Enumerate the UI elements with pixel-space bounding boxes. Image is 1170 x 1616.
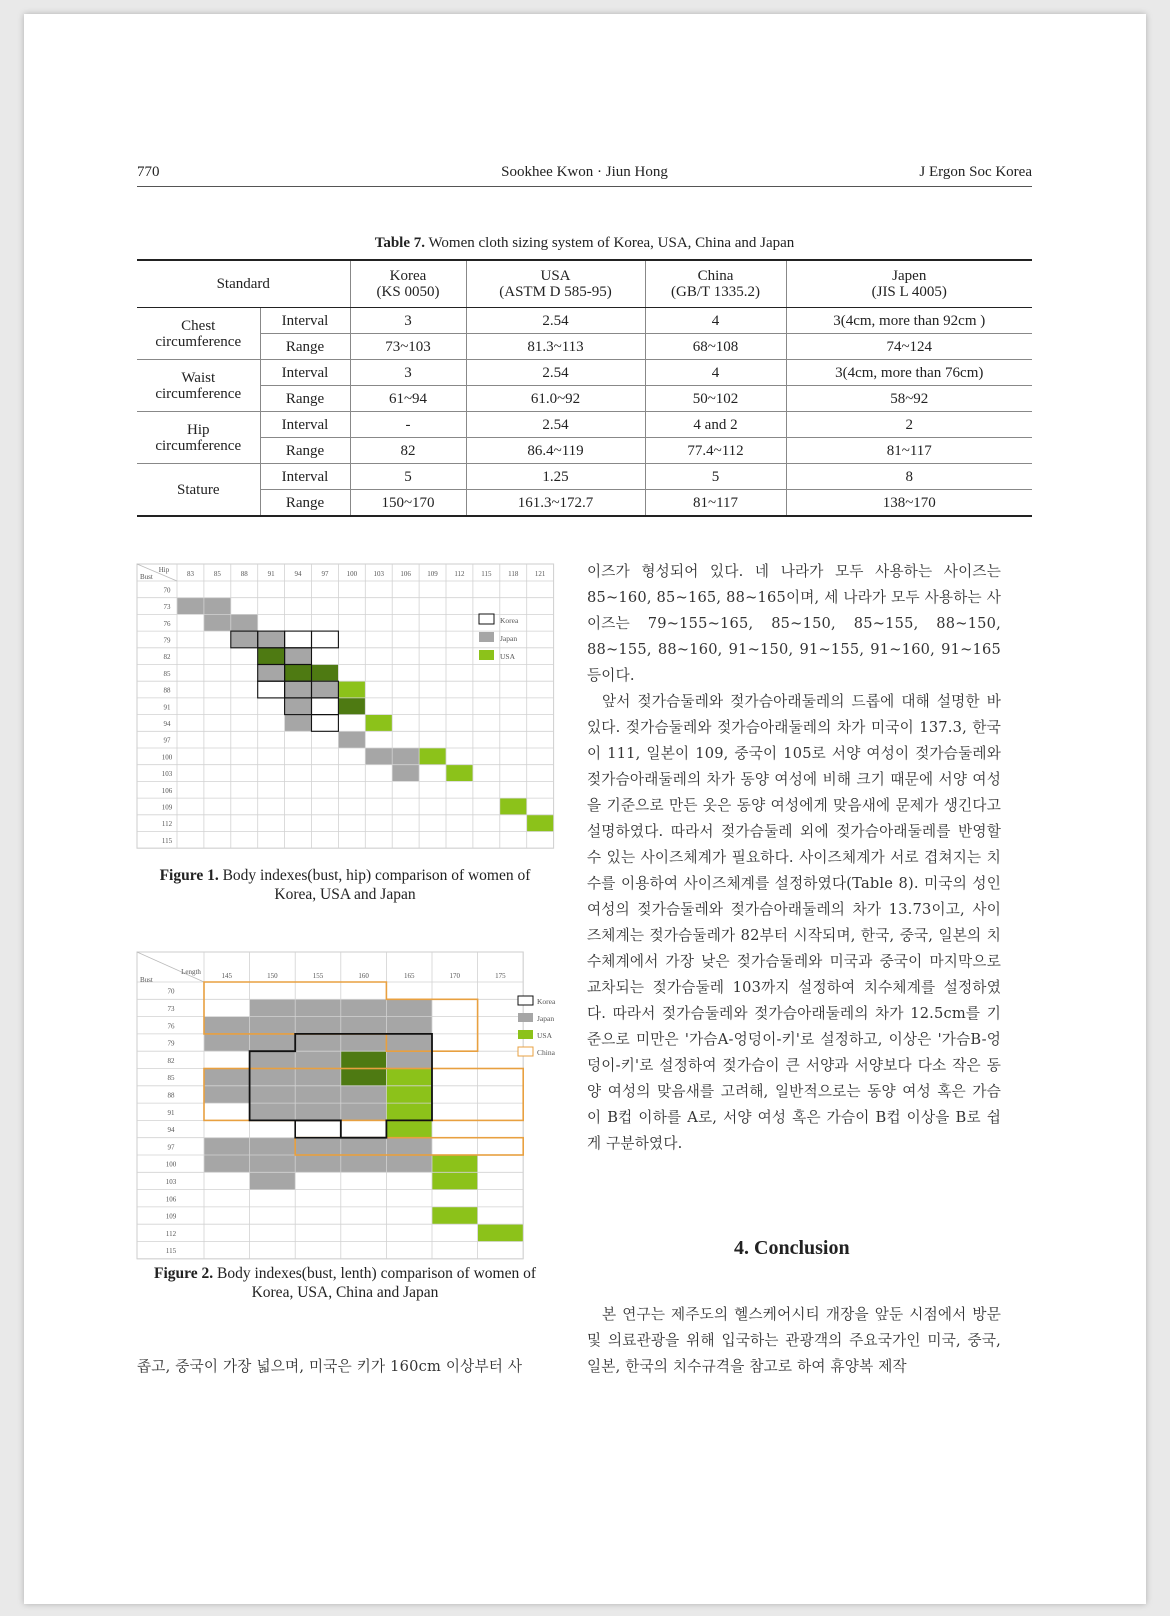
body-text-right <box>587 559 1001 1157</box>
header-korea: Korea (KS 0050) <box>350 260 466 308</box>
header-standard: Standard <box>137 260 350 308</box>
row-label: 106 <box>165 1195 177 1204</box>
usa-cell <box>386 1103 432 1120</box>
legend-swatch-usa <box>518 1030 533 1039</box>
japan-cell <box>204 598 231 615</box>
japan-cell <box>295 1034 341 1051</box>
japan-cell <box>386 1017 432 1034</box>
table-cell: 2.54 <box>466 308 645 334</box>
table-cell: 81~117 <box>786 438 1032 464</box>
japan-cell <box>177 598 204 615</box>
table-row <box>137 360 1032 386</box>
table-cell: 86.4~119 <box>466 438 645 464</box>
row-label: Interval <box>260 412 350 438</box>
japan-cell <box>250 1017 296 1034</box>
japan-cell <box>250 1051 296 1068</box>
body-text-left <box>137 1354 553 1380</box>
table-cell: 81.3~113 <box>466 334 645 360</box>
figure2-caption-line1: Body indexes(bust, lenth) comparison of women of <box>213 1265 536 1282</box>
table-cell: 3(4cm, more than 92cm ) <box>786 308 1032 334</box>
usa-cell <box>432 1207 478 1224</box>
japan-cell <box>295 1017 341 1034</box>
section-heading-conclusion: 4. Conclusion <box>734 1237 850 1259</box>
body-paragraph: 이즈가 형성되어 있다. 네 나라가 모두 사용하는 사이즈는 85~160, 85~165, 88~165이며, 세 나라가 모두 사용하는 사이즈는 79~155~165, 85~150, 85~155, 88~150, 88~155, 88~160, 91~150, 91~155, 91~160, 91~165 등이다. <box>587 563 1001 684</box>
usa-cell <box>386 1120 432 1137</box>
table-row <box>137 308 1032 334</box>
column-label: 121 <box>534 570 546 578</box>
japan-cell <box>341 1138 387 1155</box>
corner-label-bottom: Bust <box>140 573 153 581</box>
row-label: 106 <box>161 786 173 795</box>
body-paragraph: 본 연구는 제주도의 헬스케어시티 개장을 앞둔 시점에서 방문 및 의료관광을 위해 입국하는 관광객의 주요국가인 미국, 중국, 일본, 한국의 치수규격을 참고로 하여 휴양복 제작 <box>587 1306 1001 1375</box>
japan-cell <box>258 665 285 682</box>
figure1-caption-line2: Korea, USA and Japan <box>274 886 416 903</box>
legend-swatch-japan <box>479 632 494 642</box>
japan-cell <box>295 1103 341 1120</box>
legend-swatch-usa <box>479 650 494 660</box>
header-usa: USA (ASTM D 585-95) <box>466 260 645 308</box>
table-cell: 138~170 <box>786 490 1032 517</box>
row-label: 112 <box>165 1229 177 1238</box>
japan-cell <box>204 1155 250 1172</box>
usa-cell <box>432 1172 478 1189</box>
corner-label-bottom: Bust <box>140 976 153 984</box>
japan-cell <box>312 681 339 698</box>
row-label: 109 <box>165 1212 177 1221</box>
japan-cell <box>386 999 432 1016</box>
row-label: 70 <box>163 586 171 595</box>
japan-cell <box>392 765 419 782</box>
table-cell: 50~102 <box>645 386 786 412</box>
column-label: 88 <box>240 570 248 578</box>
japan-cell <box>258 631 285 648</box>
usa-cell <box>312 665 339 682</box>
usa-cell <box>341 1051 387 1068</box>
legend-swatch-korea <box>479 614 494 624</box>
row-label: 73 <box>163 603 171 612</box>
sizing-table <box>137 259 1032 517</box>
table-cell: 2 <box>786 412 1032 438</box>
usa-cell <box>338 698 365 715</box>
row-label: 85 <box>163 669 171 678</box>
table-row <box>137 464 1032 490</box>
column-label: 155 <box>312 972 324 980</box>
table-cell: 5 <box>645 464 786 490</box>
japan-cell <box>386 1155 432 1172</box>
row-label: Interval <box>260 360 350 386</box>
japan-cell <box>341 1034 387 1051</box>
usa-cell <box>446 765 473 782</box>
table-row <box>137 386 1032 412</box>
legend-label: Korea <box>500 616 519 625</box>
row-label: 115 <box>165 1247 177 1256</box>
japan-cell <box>250 1172 296 1189</box>
figure1 <box>137 564 553 849</box>
header-china: China (GB/T 1335.2) <box>645 260 786 308</box>
figure1-caption-line1: Body indexes(bust, hip) comparison of women of <box>218 867 531 884</box>
japan-cell <box>250 1069 296 1086</box>
column-label: 106 <box>400 570 411 578</box>
japan-cell <box>392 748 419 765</box>
usa-cell <box>500 798 527 815</box>
legend-label: Japan <box>500 634 518 643</box>
table-cell: 4 and 2 <box>645 412 786 438</box>
column-label: 103 <box>373 570 384 578</box>
table-cell: 74~124 <box>786 334 1032 360</box>
table-row <box>137 438 1032 464</box>
column-label: 160 <box>358 972 369 980</box>
table-cell: 61~94 <box>350 386 466 412</box>
row-label: 70 <box>167 987 175 996</box>
figure1-caption <box>137 866 553 904</box>
row-label: 76 <box>163 619 171 628</box>
table-cell: 161.3~172.7 <box>466 490 645 517</box>
paper-page <box>24 14 1146 1604</box>
japan-cell <box>204 1138 250 1155</box>
column-label: 85 <box>213 570 221 578</box>
usa-cell <box>386 1069 432 1086</box>
column-label: 165 <box>403 972 415 980</box>
row-label: 97 <box>163 736 171 745</box>
body-paragraph: 앞서 젖가슴둘레와 젖가슴아래둘레의 드롭에 대해 설명한 바 있다. 젖가슴둘레와 젖가슴아래둘레의 차가 미국이 137.3, 한국이 111, 일본이 109, 중국이 105로 서양 여성이 젖가슴둘레와 젖가슴아래둘레의 차가 동양 여성에 비해 크기 때문에 서양 여성을 기준으로 만든 옷은 동양 여성에게 맞음새에 문제가 생긴다고 설명하였다. 따라서 젖가슴둘레 외에 젖가슴아래둘레를 반영할 수 있는 사이즈체계가 필요하다. 사이즈체계가 서로 겹쳐지는 치수를 이용하여 사이즈체계를 설정하였다(Table 8). 미국의 성인 여성의 젖가슴둘레와 젖가슴아래둘레의 차가 13.73이고, 사이즈체계는 젖가슴둘레가 82부터 시작되며, 한국, 중국, 일본의 치수체계에서 가장 낮은 젖가슴둘레와 미국과 중국이 마지막으로 교차되는 젖가슴둘레 103까지 설정하여 치수체계를 설정하였다. 따라서 젖가슴둘레와 젖가슴아래둘레의 차가 12.5cm를 기준으로 미만은 '가슴A-엉덩이-키'로 설정하고, 이상은 '가슴B-엉덩이-키'로 설정하여 젖가슴이 큰 서양과 서양보다 다소 작은 동양 여성의 맞음새를 고려해, 일반적으로는 동양 여성 혹은 가슴이 B컵 이하를 A로, 서양 여성 혹은 가슴이 B컵 이상을 B로 쉽게 구분하였다. <box>587 693 1001 1152</box>
table-cell: 2.54 <box>466 360 645 386</box>
corner-label-top: Hip <box>158 566 170 574</box>
japan-cell <box>386 1051 432 1068</box>
table-caption-text: Women cloth sizing system of Korea, USA, China and Japan <box>425 235 795 251</box>
legend-label: USA <box>537 1031 553 1040</box>
japan-cell <box>295 1069 341 1086</box>
figure2-caption-line2: Korea, USA, China and Japan <box>251 1284 439 1301</box>
usa-cell <box>285 665 312 682</box>
table-cell: 4 <box>645 308 786 334</box>
column-label: 100 <box>346 570 358 578</box>
row-label: 91 <box>163 703 171 712</box>
group-hip: Hip circumference <box>137 412 260 464</box>
japan-cell <box>295 1138 341 1155</box>
table-cell: 3 <box>350 360 466 386</box>
table-cell: 2.54 <box>466 412 645 438</box>
group-stature: Stature <box>137 464 260 517</box>
row-label: Interval <box>260 464 350 490</box>
row-label: 85 <box>167 1074 175 1083</box>
japan-cell <box>250 1034 296 1051</box>
figure1-caption-label: Figure 1. <box>159 867 219 884</box>
row-label: Range <box>260 490 350 517</box>
japan-cell <box>250 999 296 1016</box>
row-label: 88 <box>163 686 171 695</box>
group-waist: Waist circumference <box>137 360 260 412</box>
legend-label: China <box>537 1048 555 1057</box>
row-label: 73 <box>167 1004 175 1013</box>
table-cell: 3 <box>350 308 466 334</box>
table-cell: 81~117 <box>645 490 786 517</box>
table-cell: 68~108 <box>645 334 786 360</box>
row-label: 115 <box>161 836 173 845</box>
row-label: Interval <box>260 308 350 334</box>
row-label: 97 <box>167 1143 175 1152</box>
usa-cell <box>419 748 446 765</box>
author-line: Sookhee Kwon · Jiun Hong <box>501 164 668 180</box>
usa-cell <box>527 815 554 832</box>
column-label: 150 <box>267 972 278 980</box>
figure2-grid <box>137 952 556 1256</box>
table-cell: 82 <box>350 438 466 464</box>
table-cell: 4 <box>645 360 786 386</box>
japan-cell <box>204 1069 250 1086</box>
japan-cell <box>341 1086 387 1103</box>
legend-label: Japan <box>537 1014 555 1023</box>
japan-cell <box>295 1155 341 1172</box>
usa-cell <box>478 1224 524 1241</box>
legend-label: USA <box>500 652 516 661</box>
japan-cell <box>295 1086 341 1103</box>
japan-cell <box>285 698 312 715</box>
japan-cell <box>341 999 387 1016</box>
japan-cell <box>285 648 312 665</box>
row-label: 94 <box>163 719 171 728</box>
table-row <box>137 412 1032 438</box>
corner-label-top: Length <box>181 968 201 976</box>
row-label: 103 <box>161 770 173 779</box>
journal-name: J Ergon Soc Korea <box>919 164 1032 180</box>
table-row <box>137 334 1032 360</box>
japan-cell <box>341 1155 387 1172</box>
table-cell: 5 <box>350 464 466 490</box>
japan-cell <box>231 614 258 631</box>
row-label: 79 <box>167 1039 175 1048</box>
japan-cell <box>250 1086 296 1103</box>
table-cell: 77.4~112 <box>645 438 786 464</box>
japan-cell <box>204 614 231 631</box>
japan-cell <box>250 1103 296 1120</box>
row-label: Range <box>260 334 350 360</box>
row-label: 103 <box>165 1177 177 1186</box>
table-cell: 150~170 <box>350 490 466 517</box>
body-paragraph: 좁고, 중국이 가장 넓으며, 미국은 키가 160cm 이상부터 사 <box>137 1358 523 1375</box>
japan-cell <box>341 1103 387 1120</box>
header-japan: Japen (JIS L 4005) <box>786 260 1032 308</box>
japan-cell <box>250 1138 296 1155</box>
column-label: 94 <box>294 570 302 578</box>
column-label: 109 <box>427 570 438 578</box>
japan-cell <box>341 1017 387 1034</box>
column-label: 145 <box>221 972 233 980</box>
table-cell: 61.0~92 <box>466 386 645 412</box>
row-label: 82 <box>163 653 171 662</box>
japan-cell <box>231 631 258 648</box>
japan-cell <box>386 1034 432 1051</box>
row-label: 109 <box>161 803 173 812</box>
usa-cell <box>432 1155 478 1172</box>
usa-cell <box>258 648 285 665</box>
japan-cell <box>295 1051 341 1068</box>
table-cell: 1.25 <box>466 464 645 490</box>
figure2 <box>137 952 556 1256</box>
column-label: 170 <box>449 972 461 980</box>
table-cell: 3(4cm, more than 76cm) <box>786 360 1032 386</box>
japan-cell <box>285 715 312 732</box>
column-label: 118 <box>508 570 519 578</box>
table-cell: 58~92 <box>786 386 1032 412</box>
row-label: 82 <box>167 1056 175 1065</box>
table-cell: 8 <box>786 464 1032 490</box>
legend-swatch-china <box>518 1047 533 1056</box>
table-header-row <box>137 260 1032 308</box>
row-label: 112 <box>161 820 173 829</box>
row-label: 94 <box>167 1126 175 1135</box>
row-label: 79 <box>163 636 171 645</box>
row-label: 100 <box>161 753 173 762</box>
column-label: 83 <box>186 570 194 578</box>
row-label: Range <box>260 386 350 412</box>
japan-cell <box>365 748 392 765</box>
page-number: 770 <box>137 164 160 180</box>
japan-cell <box>250 1155 296 1172</box>
row-label: 88 <box>167 1091 175 1100</box>
column-label: 175 <box>495 972 506 980</box>
usa-cell <box>341 1069 387 1086</box>
figure2-caption <box>137 1264 553 1302</box>
column-label: 97 <box>321 570 329 578</box>
table-row <box>137 490 1032 517</box>
japan-cell <box>338 731 365 748</box>
row-label: 91 <box>167 1108 175 1117</box>
row-label: 76 <box>167 1022 175 1031</box>
usa-cell <box>338 681 365 698</box>
table-caption-label: Table 7. <box>374 235 425 251</box>
figure2-caption-label: Figure 2. <box>154 1265 214 1282</box>
legend-label: Korea <box>537 997 556 1006</box>
figure1-grid <box>137 564 553 849</box>
table-caption <box>137 235 1032 252</box>
japan-cell <box>204 1034 250 1051</box>
column-label: 112 <box>454 570 465 578</box>
column-label: 91 <box>267 570 275 578</box>
japan-cell <box>285 681 312 698</box>
conclusion-text <box>587 1302 1001 1380</box>
running-header <box>137 164 1032 187</box>
table-cell: 73~103 <box>350 334 466 360</box>
legend-swatch-korea <box>518 996 533 1005</box>
usa-cell <box>365 715 392 732</box>
japan-cell <box>204 1086 250 1103</box>
group-chest: Chest circumference <box>137 308 260 360</box>
legend-swatch-japan <box>518 1013 533 1022</box>
japan-cell <box>386 1138 432 1155</box>
japan-cell <box>295 999 341 1016</box>
usa-cell <box>386 1086 432 1103</box>
row-label: 100 <box>165 1160 177 1169</box>
column-label: 115 <box>481 570 492 578</box>
japan-cell <box>204 1017 250 1034</box>
table-cell: - <box>350 412 466 438</box>
row-label: Range <box>260 438 350 464</box>
